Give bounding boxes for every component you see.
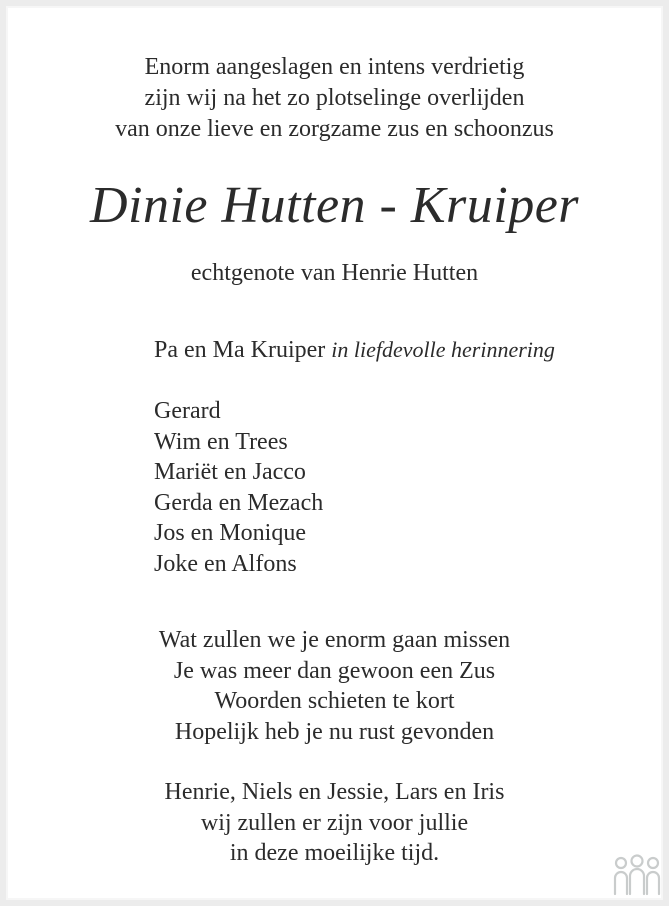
poem-line: Woorden schieten te kort: [214, 688, 455, 714]
closing-text: [6, 777, 663, 869]
family-member: Wim en Trees: [154, 428, 288, 455]
closing-line: in deze moeilijke tijd.: [229, 840, 440, 866]
parents-line: [154, 337, 555, 364]
poem-line: Wat zullen we je enorm gaan missen: [158, 627, 511, 653]
poem-line: Hopelijk heb je nu rust gevonden: [174, 718, 495, 745]
intro-text: [6, 52, 663, 145]
parents-note: in liefdevolle herinnering: [331, 337, 555, 362]
intro-line: zijn wij na het zo plotselinge overlijden: [144, 85, 525, 111]
poem: [6, 625, 663, 747]
family-list: [154, 396, 323, 579]
intro-line: Enorm aangeslagen en intens verdrietig: [144, 54, 525, 80]
intro-line: van onze lieve en zorgzame zus en schoonzus: [115, 116, 554, 142]
family-member: Joke en Alfons: [154, 550, 297, 577]
deceased-name: Dinie Hutten - Kruiper: [89, 177, 580, 234]
closing-line: Henrie, Niels en Jessie, Lars en Iris: [164, 779, 505, 805]
spouse-line: echtgenote van Henrie Hutten: [190, 260, 479, 286]
closing-line: wij zullen er zijn voor jullie: [200, 809, 469, 836]
family-people-icon: [612, 854, 662, 896]
family-member: Gerard: [154, 398, 221, 424]
family-member: Jos en Monique: [154, 520, 306, 546]
poem-line: Je was meer dan gewoon een Zus: [173, 657, 496, 684]
parents-names: Pa en Ma Kruiper: [154, 337, 326, 363]
family-member: Gerda en Mezach: [154, 489, 324, 516]
family-member: Mariët en Jacco: [154, 459, 306, 485]
